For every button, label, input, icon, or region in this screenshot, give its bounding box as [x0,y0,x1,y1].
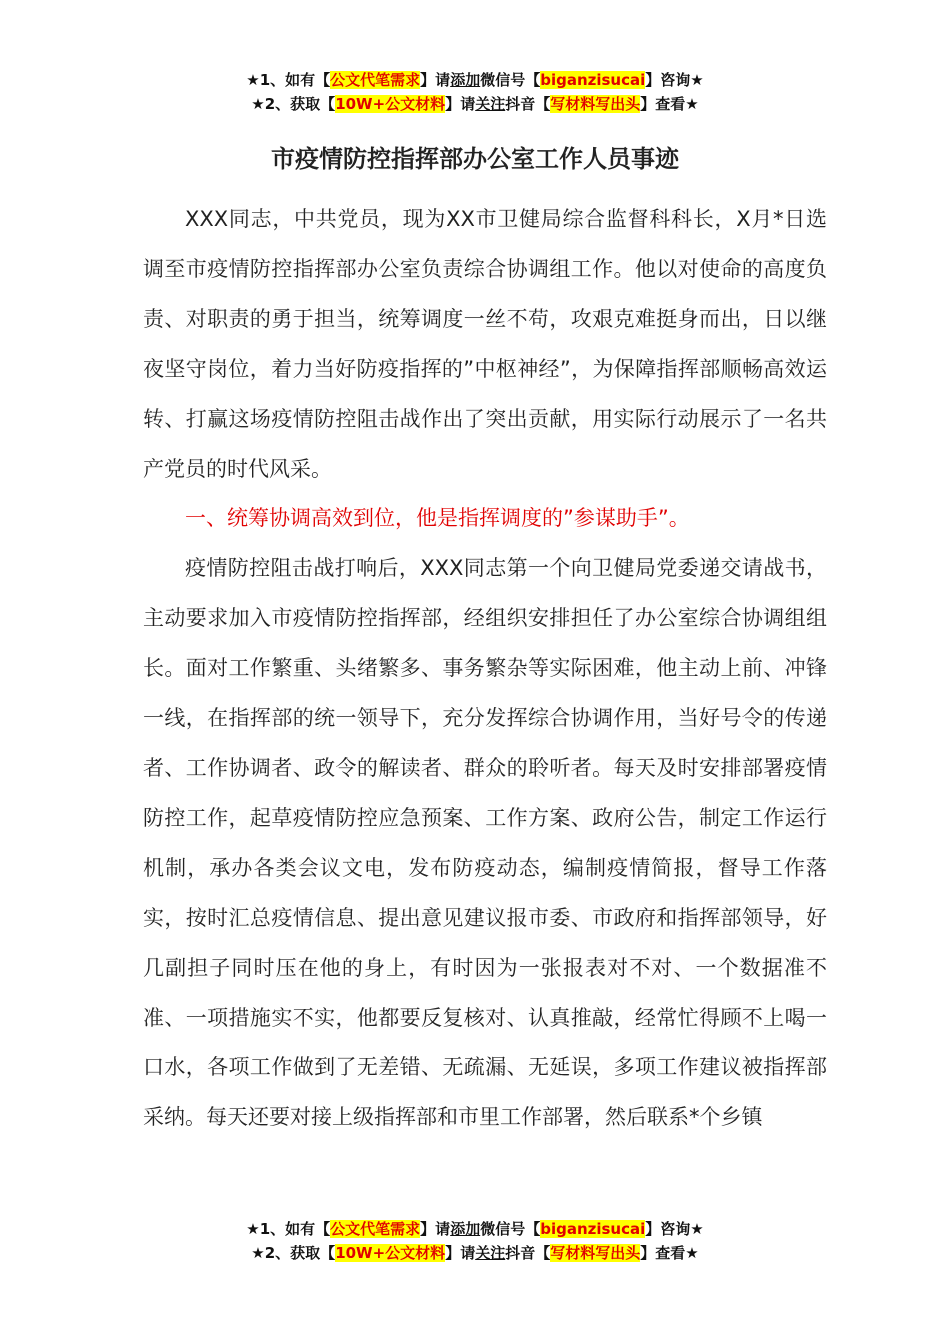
body-paragraph: 疫情防控阻击战打响后，XXX同志第一个向卫健局党委递交请战书，主动要求加入市疫情防控指挥部，经组织安排担任了办公室综合协调组组长。面对工作繁重、头绪繁多、事务繁杂等实际困难，他主动上前、冲锋一线，在指挥部的统一领导下，充分发挥综合协调作用，当好号令的传递者、工作协调者、政令的解读者、群众的聆听者。每天及时安排部署疫情防控工作，起草疫情防控应急预案、工作方案、政府公告，制定工作运行机制，承办各类会议文电，发布防疫动态，编制疫情简报，督导工作落实，按时汇总疫情信息、提出意见建议报市委、市政府和指挥部领导，好几副担子同时压在他的身上，有时因为一张报表对不对、一个数据准不准、一项措施实不实，他都要反复核对、认真推敲，经常忙得顾不上喝一口水，各项工作做到了无差错、无疏漏、无延误，多项工作建议被指挥部采纳。每天还要对接上级指挥部和市里工作部署，然后联系*个乡镇 [143,556,827,1130]
document-title: 市疫情防控指挥部办公室工作人员事迹 [271,145,679,173]
promo-wechat-id: biganzisucai [540,1220,646,1238]
intro-paragraph: XXX同志，中共党员，现为XX市卫健局综合监督科科长，X月*日选调至市疫情防控指挥部办公室负责综合协调组工作。他以对使命的高度负责、对职责的勇于担当，统筹调度一丝不苟，攻艰克难挺身而出，日以继夜坚守岗位，着力当好防疫指挥的”中枢神经”，为保障指挥部顺畅高效运转、打赢这场疫情防控阻击战作出了突出贡献，用实际行动展示了一名共产党员的时代风采。 [143,207,827,481]
promo-text: ★2、获取【 [251,1244,336,1262]
promo-text: ★1、如有【 [246,1220,331,1238]
top-promo-banner [0,68,950,116]
promo-line-1 [0,1217,950,1241]
promo-underline: 关注 [475,1244,506,1262]
promo-text: 】请 [420,1220,451,1238]
bottom-promo-banner [0,1217,950,1265]
promo-highlight: 公文代笔需求 [330,1220,421,1238]
section-heading: 一、统筹协调高效到位，他是指挥调度的”参谋助手”。 [185,506,690,531]
promo-text: 】请 [445,95,476,113]
promo-line-1 [0,68,950,92]
promo-underline: 关注 [475,95,506,113]
promo-text: 】查看★ [640,95,699,113]
promo-wechat-id: biganzisucai [540,71,646,89]
promo-underline: 添加 [450,1220,481,1238]
promo-text: 】咨询★ [645,71,704,89]
promo-highlight: 10W+公文材料 [335,95,446,113]
promo-highlight: 10W+公文材料 [335,1244,446,1262]
promo-text: ★1、如有【 [246,71,331,89]
promo-text: 】咨询★ [645,1220,704,1238]
promo-text: ★2、获取【 [251,95,336,113]
promo-underline: 添加 [450,71,481,89]
promo-text: 微信号【 [480,71,541,89]
promo-text: 抖音【 [505,95,551,113]
promo-text: 抖音【 [505,1244,551,1262]
promo-text: 】查看★ [640,1244,699,1262]
promo-douyin-id: 写材料写出头 [550,95,641,113]
promo-text: 】请 [445,1244,476,1262]
promo-line-2 [0,1241,950,1265]
promo-line-2 [0,92,950,116]
promo-text: 】请 [420,71,451,89]
promo-douyin-id: 写材料写出头 [550,1244,641,1262]
promo-text: 微信号【 [480,1220,541,1238]
promo-highlight: 公文代笔需求 [330,71,421,89]
document-body [143,195,827,1143]
